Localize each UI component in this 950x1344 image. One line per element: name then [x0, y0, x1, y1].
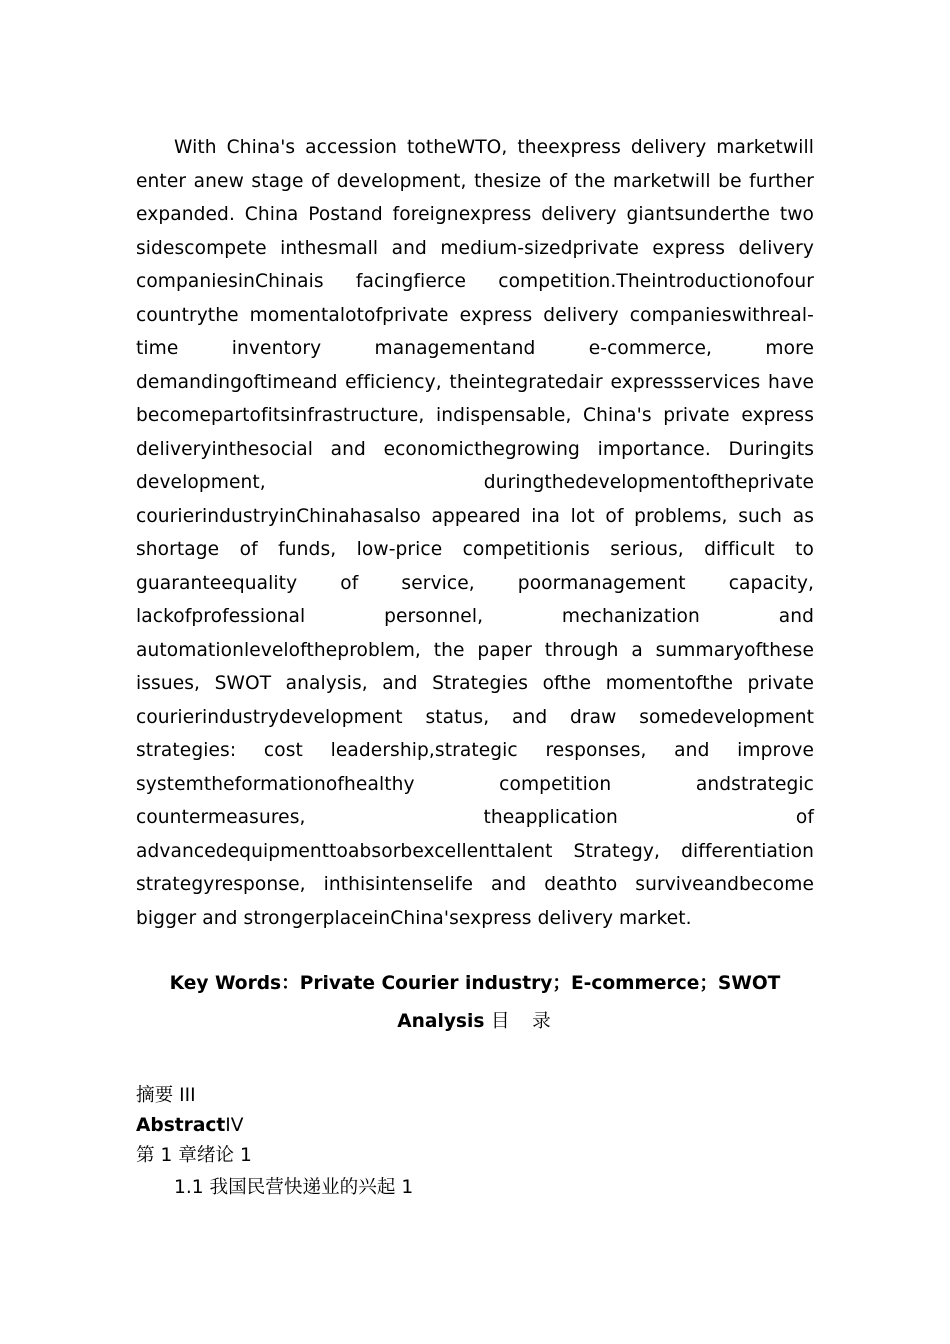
- toc-entry-label: 1.1 我国民营快递业的兴起: [174, 1177, 396, 1198]
- toc-entry-page: 1: [239, 1145, 252, 1166]
- table-of-contents: [136, 1081, 814, 1203]
- toc-entry-abstract-cn[interactable]: [136, 1081, 814, 1111]
- toc-entry-page: IV: [225, 1115, 244, 1136]
- keywords-line: [136, 965, 814, 1041]
- toc-entry-label: 第 1 章绪论: [136, 1145, 235, 1166]
- abstract-paragraph: With China's accession totheWTO, theexpress delivery marketwill enter anew stage of development, thesize of the marketwill be further expanded. China Postand foreignexpress delivery giantsunderthe two sidescompete inthesmall and medium-sizedprivate express delivery companiesinChinais facingfierce competition.Theintroductionofour countrythe momentalotofprivate express delivery companieswithreal-time inventory managementand e-commerce, more demandingoftimeand efficiency, theintegratedair expressservices have becomepartofitsinfrastructure, indispensable, China's private express deliveryinthesocial and economicthegrowing importance. Duringits development, duringthedevelopmentoftheprivate courierindustryinChinahasalso appeared ina lot of problems, such as shortage of funds, low-price competitionis serious, difficult to guaranteequality of service, poormanagement capacity, lackofprofessional personnel, mechanization and automationleveloftheproblem, the paper through a summaryofthese issues, SWOT analysis, and Strategies ofthe momentofthe private courierindustrydevelopment status, and draw somedevelopment strategies: cost leadership,strategic responses, and improve systemtheformationofhealthy competition andstrategic countermeasures, theapplication of advancedequipmenttoabsorbexcellenttalent Strategy, differentiation strategyresponse, inthisintenselife and deathto surviveandbecome bigger and strongerplaceinChina'sexpress delivery market.: [136, 137, 814, 929]
- toc-entry-page: 1: [401, 1177, 414, 1198]
- toc-title: 目 录: [490, 1011, 553, 1032]
- document-page: [136, 131, 814, 1203]
- toc-entry-label: 摘要: [136, 1085, 174, 1106]
- toc-entry-label: Abstract: [136, 1115, 226, 1136]
- toc-entry-abstract-en[interactable]: [136, 1111, 814, 1141]
- toc-entry-section-1-1[interactable]: [136, 1173, 814, 1203]
- toc-entry-page: III: [179, 1085, 196, 1106]
- keywords-text: Key Words：Private Courier industry；E-commerce；SWOT Analysis: [169, 973, 781, 1032]
- toc-entry-chapter-1[interactable]: [136, 1141, 814, 1171]
